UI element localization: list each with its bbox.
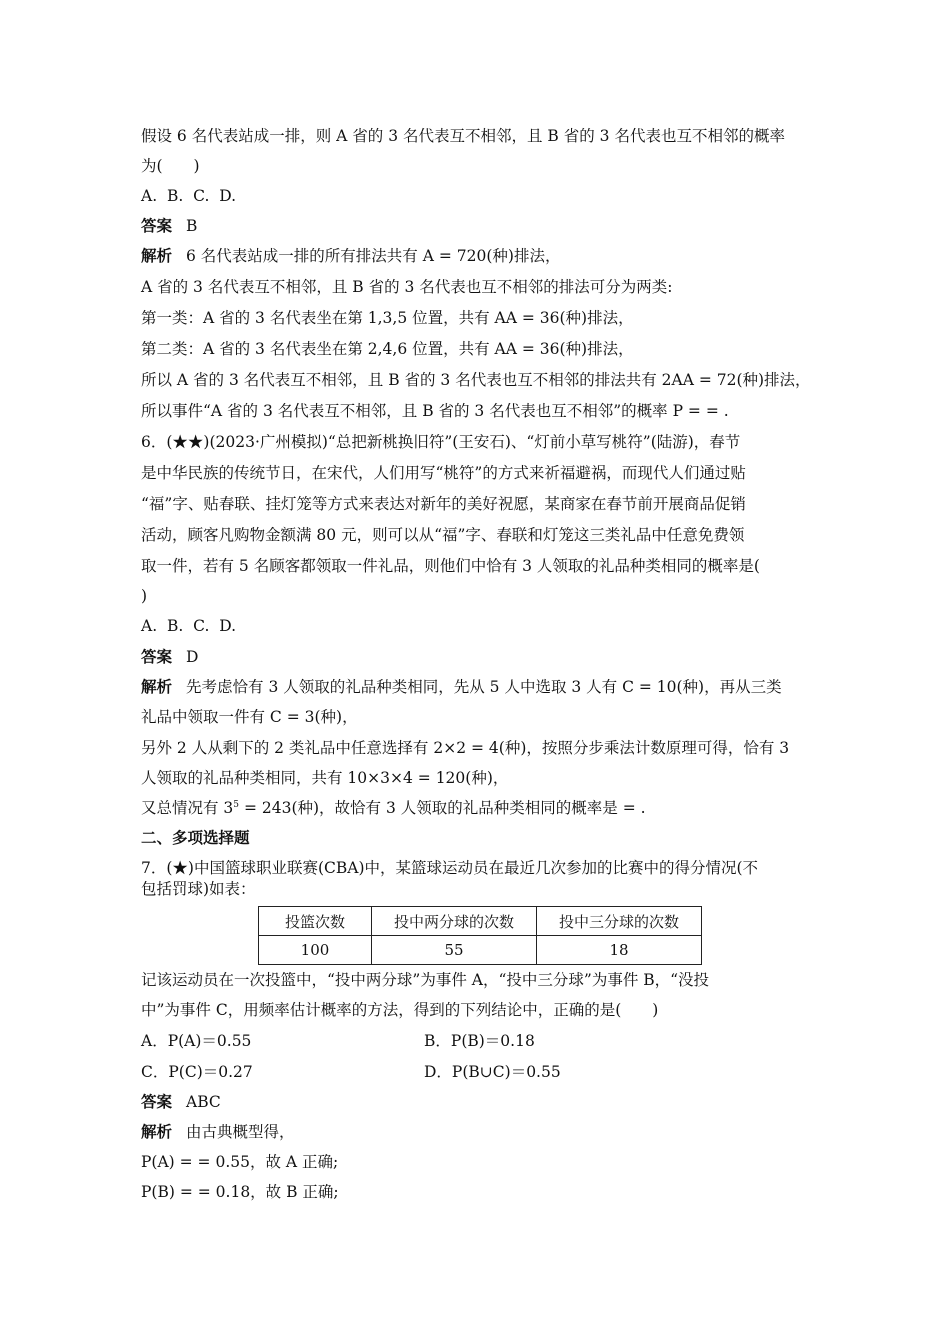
q7-text-line-1: 记该运动员在一次投篮中，“投中两分球”为事件 A，“投中三分球”为事件 B，“没投 xyxy=(141,971,710,989)
q5-analysis-line-3: 第一类：A 省的 3 名代表坐在第 1,3,5 位置，共有 AA = 36(种)排法， xyxy=(141,309,634,327)
table-header-cell: 投中两分球的次数 xyxy=(372,907,537,936)
answer-tag: 答案 xyxy=(141,216,173,235)
q5-analysis-line-2: A 省的 3 名代表互不相邻，且 B 省的 3 名代表也互不相邻的排法可分为两类: xyxy=(141,278,673,296)
analysis-text: = 243(种)，故恰有 3 人领取的礼品种类相同的概率是 = . xyxy=(239,799,646,817)
q5-options: A. B. C. D. xyxy=(141,187,237,205)
exponent: 5 xyxy=(233,800,240,810)
q6-stem-line-5: 取一件，若有 5 名顾客都领取一件礼品，则他们中恰有 3 人领取的礼品种类相同的概率是( xyxy=(141,557,760,575)
analysis-text: 6 名代表站成一排的所有排法共有 A = 720(种)排法， xyxy=(186,247,561,265)
analysis-tag: 解析 xyxy=(141,1122,173,1141)
q5-answer xyxy=(141,216,197,236)
analysis-tag: 解析 xyxy=(141,677,173,696)
q7-stem-line-1: 7．(★)中国篮球职业联赛(CBA)中，某篮球运动员在最近几次参加的比赛中的得分情况(不 xyxy=(141,859,759,877)
q5-analysis-line-5: 所以 A 省的 3 名代表互不相邻，且 B 省的 3 名代表也互不相邻的排法共有 2AA = 72(种)排法， xyxy=(141,371,811,389)
q6-stem-line-2: 是中华民族的传统节日，在宋代，人们用写“桃符”的方式来祈福避祸，而现代人们通过贴 xyxy=(141,464,746,482)
q7-option-d: D．P(B∪C)＝0.55 xyxy=(424,1063,561,1081)
q6-options: A. B. C. D. xyxy=(141,617,237,635)
q6-analysis-line-2: 礼品中领取一件有 C = 3(种)， xyxy=(141,708,358,726)
score-table xyxy=(258,906,702,965)
q6-stem-line-4: 活动，顾客凡购物金额满 80 元，则可以从“福”字、春联和灯笼这三类礼品中任意免费领 xyxy=(141,526,745,544)
table-row xyxy=(259,936,702,965)
q5-stem-line-1: 假设 6 名代表站成一排，则 A 省的 3 名代表互不相邻，且 B 省的 3 名代表也互不相邻的概率 xyxy=(141,127,785,145)
q7-analysis-line-2: P(A) = = 0.55，故 A 正确; xyxy=(141,1153,339,1171)
q7-option-b: B．P(B)＝0.18 xyxy=(424,1032,535,1050)
q6-stem-line-6: ) xyxy=(141,587,148,605)
q5-analysis-line-1 xyxy=(141,246,560,266)
analysis-text: 先考虑恰有 3 人领取的礼品种类相同，先从 5 人中选取 3 人有 C = 10(种)，再从三类 xyxy=(186,678,782,696)
analysis-text: 由古典概型得， xyxy=(186,1123,295,1141)
q5-analysis-line-4: 第二类：A 省的 3 名代表坐在第 2,4,6 位置，共有 AA = 36(种)排法， xyxy=(141,340,634,358)
table-header-cell: 投中三分球的次数 xyxy=(537,907,702,936)
table-header-cell: 投篮次数 xyxy=(259,907,372,936)
analysis-text: 又总情况有 3 xyxy=(141,799,234,817)
section-heading: 二、多项选择题 xyxy=(141,828,250,847)
analysis-tag: 解析 xyxy=(141,246,173,265)
answer-tag: 答案 xyxy=(141,1092,173,1111)
q7-stem-line-2: 包括罚球)如表： xyxy=(141,880,256,898)
answer-value: ABC xyxy=(186,1093,221,1111)
table-cell: 55 xyxy=(372,936,537,965)
q7-option-a: A．P(A)＝0.55 xyxy=(141,1032,252,1050)
q5-stem-line-2: 为( ) xyxy=(141,157,200,175)
answer-value: B xyxy=(186,217,198,235)
table-cell: 18 xyxy=(537,936,702,965)
q6-stem-line-1: 6．(★★)(2023·广州模拟)“总把新桃换旧符”(王安石)、“灯前小草写桃符”(陆游)，春节 xyxy=(141,433,741,451)
q6-analysis-line-1 xyxy=(141,677,782,697)
q6-answer xyxy=(141,647,198,667)
table-cell: 100 xyxy=(259,936,372,965)
answer-value: D xyxy=(186,648,199,666)
q7-analysis-line-1 xyxy=(141,1122,295,1142)
q6-analysis-line-3: 另外 2 人从剩下的 2 类礼品中任意选择有 2×2 = 4(种)，按照分步乘法计数原理可得，恰有 3 xyxy=(141,739,790,757)
q6-analysis-line-4: 人领取的礼品种类相同，共有 10×3×4 = 120(种)， xyxy=(141,769,509,787)
table-header-row xyxy=(259,907,702,936)
answer-tag: 答案 xyxy=(141,647,173,666)
q5-analysis-line-6: 所以事件“A 省的 3 名代表互不相邻，且 B 省的 3 名代表也互不相邻”的概率 P = = . xyxy=(141,402,729,420)
q6-stem-line-3: “福”字、贴春联、挂灯笼等方式来表达对新年的美好祝愿，某商家在春节前开展商品促销 xyxy=(141,495,746,513)
q6-analysis-line-5 xyxy=(141,798,646,818)
q7-option-c: C．P(C)＝0.27 xyxy=(141,1063,253,1081)
q7-answer xyxy=(141,1092,221,1112)
q7-text-line-2: 中”为事件 C，用频率估计概率的方法，得到的下列结论中，正确的是( ) xyxy=(141,1001,659,1019)
q7-analysis-line-3: P(B) = = 0.18，故 B 正确; xyxy=(141,1183,339,1201)
